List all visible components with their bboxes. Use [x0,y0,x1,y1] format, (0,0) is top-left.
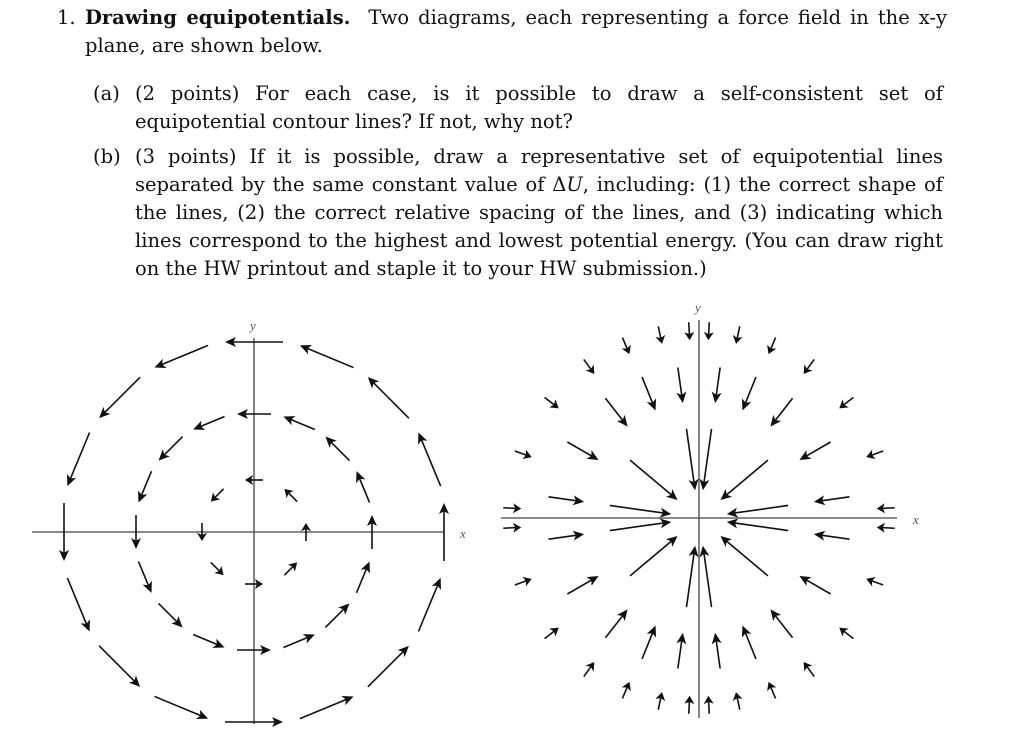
part-a-label: (a) [93,82,120,105]
y-axis-label: y [695,300,701,315]
arrow-head-icon [587,576,599,586]
problem-number: 1. [57,6,76,29]
arrow-head-icon [770,609,781,621]
part-a-text: (2 points) For each case, is it possible to draw a self-consistent set of equipotential contour lines? If not, why not? [135,82,943,133]
x-axis-label: x [913,512,919,527]
arrow-head-icon [617,415,628,427]
problem-intro: Two diagrams, each representing a force field in the x-y plane, are shown below. [85,6,947,57]
problem-title: Drawing equipotentials. [85,6,351,29]
part-b-label: (b) [93,145,121,168]
circulating-field [32,318,466,727]
arrow-head-icon [587,450,599,460]
arrow-head-icon [799,450,811,460]
arrow-head-icon [617,609,628,621]
delta-symbol: Δ [552,173,567,196]
part-b-text-start: (3 points) If it is possible, draw a representative set of equipotential lines separated by the same constant value of [135,145,943,196]
radial-inward-field [501,300,919,718]
part-b-text-end: , including: (1) the correct shape of the lines, (2) the correct relative spacing of the lines, and (3) indicating which lines correspond to the highest and lowest potential energy. (You can draw right on the HW printout and staple it to your HW submission.) [135,173,944,280]
x-axis-label: x [460,526,466,541]
arrow-head-icon [770,415,781,427]
y-axis-label: y [250,318,256,333]
arrow-head-icon [799,576,811,586]
potential-symbol: U [566,173,583,196]
